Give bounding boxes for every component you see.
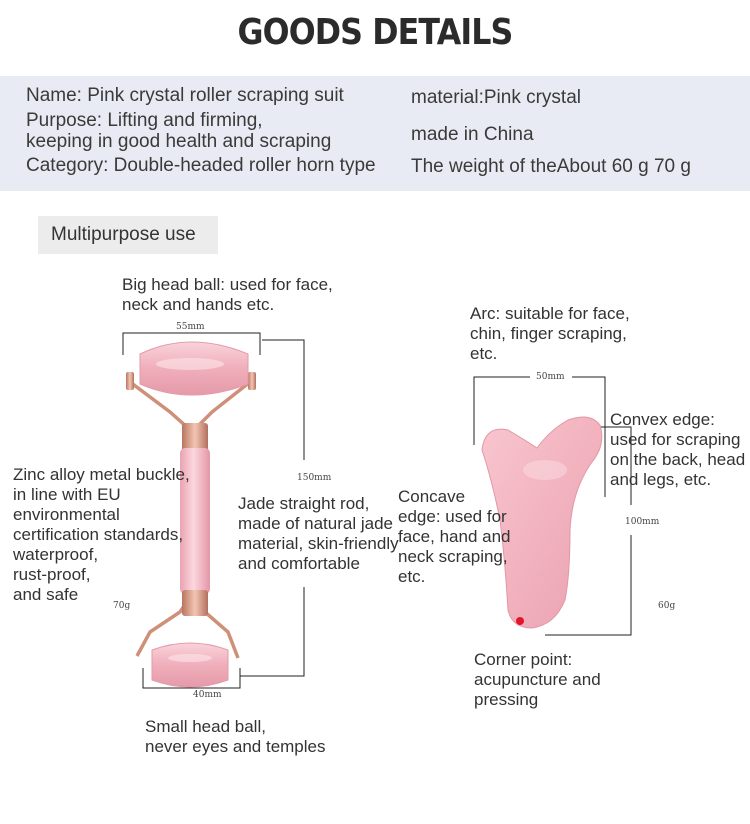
big-head-label-line2: neck and hands etc.	[122, 295, 275, 314]
zinc-label-line2: in line with EU	[13, 485, 121, 504]
concave-label-line5: etc.	[398, 567, 426, 586]
spec-weight: The weight of theAbout 60 g 70 g	[411, 156, 691, 177]
roller-length: 150mm	[297, 473, 332, 483]
page-title: GOODS DETAILS	[237, 12, 513, 53]
concave-label-line4: neck scraping,	[398, 547, 508, 566]
corner-label-line1: Corner point:	[474, 650, 573, 669]
big-roller-head	[140, 342, 248, 395]
small-head-label-line2: never eyes and temples	[145, 737, 326, 756]
spec-material: material:Pink crystal	[411, 87, 581, 108]
length-bracket-top	[262, 340, 304, 460]
multipurpose-badge: Multipurpose use	[38, 216, 218, 254]
rod-label-line3: material, skin-friendly	[238, 534, 399, 553]
zinc-label-line5: waterproof,	[13, 545, 99, 564]
spec-purpose-line2: keeping in good health and scraping	[26, 131, 332, 152]
convex-label-line4: and legs, etc.	[610, 470, 712, 489]
roller-top-width: 55mm	[176, 322, 205, 332]
zinc-label-line7: and safe	[13, 585, 79, 604]
rod-label-line4: and comfortable	[238, 554, 360, 573]
length-bracket-bottom	[240, 587, 304, 676]
rod-label-line2: made of natural jade	[238, 514, 393, 533]
arc-label-line2: chin, finger scraping,	[470, 324, 627, 343]
big-head-label-line1: Big head ball: used for face,	[122, 275, 333, 294]
spec-category: Category: Double-headed roller horn type	[26, 155, 376, 176]
roller-handle	[180, 423, 210, 616]
small-head-label-line1: Small head ball,	[145, 717, 266, 736]
rod-label-line1: Jade straight rod,	[238, 494, 370, 513]
gua-length: 100mm	[625, 517, 660, 527]
zinc-label-line3: environmental	[13, 505, 120, 524]
spec-origin: made in China	[411, 124, 534, 145]
arc-label-line1: Arc: suitable for face,	[470, 304, 630, 323]
small-roller-head	[152, 643, 228, 687]
corner-label-line3: pressing	[474, 690, 539, 709]
zinc-label-line1: Zinc alloy metal buckle,	[13, 465, 190, 484]
convex-label-line1: Convex edge:	[610, 410, 715, 429]
zinc-label-line4: certification standards,	[13, 525, 184, 544]
roller-weight: 70g	[113, 601, 131, 611]
concave-label-line2: edge: used for	[398, 507, 507, 526]
gua-width: 50mm	[536, 372, 565, 382]
arc-label-line3: etc.	[470, 344, 498, 363]
zinc-label-line6: rust-proof,	[13, 565, 91, 584]
corner-label-line2: acupuncture and	[474, 670, 601, 689]
spec-name: Name: Pink crystal roller scraping suit	[26, 85, 344, 106]
concave-label-line1: Concave	[398, 487, 466, 506]
concave-label-line3: face, hand and	[398, 527, 511, 546]
roller-bottom-width: 40mm	[193, 690, 222, 700]
convex-label-line3: on the back, head	[610, 450, 746, 469]
convex-label-line2: used for scraping	[610, 430, 741, 449]
corner-point-dot	[516, 617, 524, 625]
spec-purpose-line1: Purpose: Lifting and firming,	[26, 110, 263, 131]
gua-weight: 60g	[658, 601, 676, 611]
